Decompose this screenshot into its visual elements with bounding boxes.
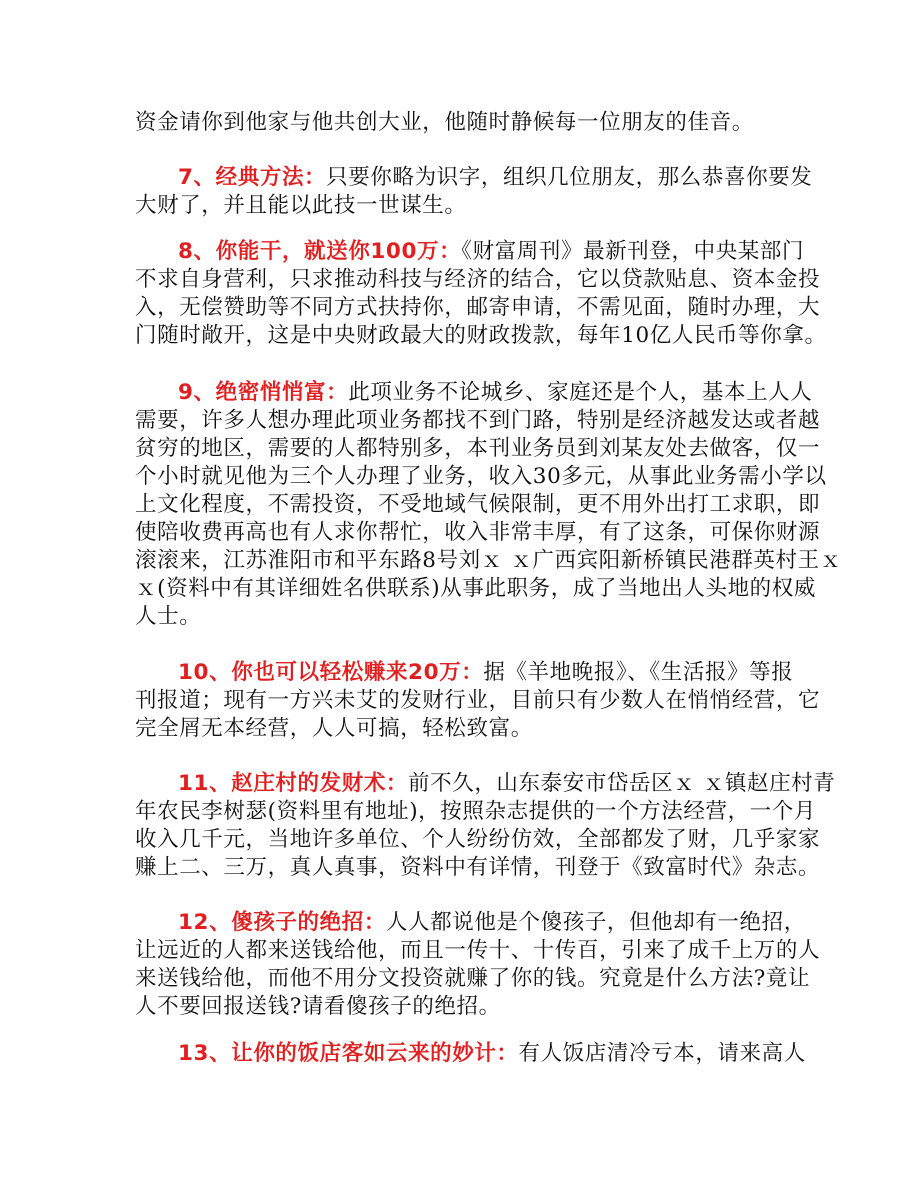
section-7-first-text: 只要你略为识字，组织几位朋友，那么恭喜你要发 xyxy=(326,165,813,190)
section-11-first-line xyxy=(178,770,838,798)
section-7-first-line xyxy=(178,164,838,192)
section-11-first-text: 前不久，山东泰安市岱岳区ｘ ｘ镇赵庄村青 xyxy=(408,771,836,796)
section-7-line: 大财了，并且能以此技一世谋生。 xyxy=(135,193,467,218)
section-10-first-text: 据《羊地晚报》、《生活报》等报 xyxy=(483,660,794,685)
section-8-first-text: 《财富周刊》最新刊登，中央某部门 xyxy=(461,239,805,264)
section-11-line: 赚上二、三万，真人真事，资料中有详情，刊登于《致富时代》杂志。 xyxy=(135,855,821,880)
section-8-line: 入，无偿赞助等不同方式扶持你，邮寄申请，不需见面，随时办理，大 xyxy=(135,295,821,320)
section-10-first-line xyxy=(178,659,838,687)
section-8-heading: 8、你能干，就送你100万： xyxy=(178,239,462,264)
section-12-heading: 12、傻孩子的绝招： xyxy=(178,910,386,935)
section-10-line: 完全屑无本经营，人人可搞，轻松致富。 xyxy=(135,716,533,741)
section-9-line: 滚滚来，江苏淮阳市和平东路8号刘ｘ ｘ广西宾阳新桥镇民港群英村王ｘ xyxy=(135,548,842,573)
section-9-first-line xyxy=(178,379,838,407)
section-12-line: 让远近的人都来送钱给他，而且一传十、十传百，引来了成千上万的人 xyxy=(135,938,821,963)
section-12-first-line xyxy=(178,909,838,937)
section-9-line: 人士。 xyxy=(135,604,202,629)
section-12-first-text: 人人都说他是个傻孩子，但他却有一绝招， xyxy=(385,910,806,935)
section-7-heading: 7、经典方法： xyxy=(178,165,327,190)
section-9-line: ｘ(资料中有其详细姓名供联系)从事此职务，成了当地出人头地的权威 xyxy=(135,576,816,601)
section-9-line: 上文化程度，不需投资，不受地域气候限制，更不用外出打工求职，即 xyxy=(135,492,821,517)
section-9-line: 需要，许多人想办理此项业务都找不到门路，特别是经济越发达或者越 xyxy=(135,408,821,433)
section-8-first-line xyxy=(178,238,838,266)
section-11-line: 年农民李树瑟(资料里有地址)，按照杂志提供的一个方法经营，一个月 xyxy=(135,799,816,824)
section-13-heading: 13、让你的饭店客如云来的妙计： xyxy=(178,1041,519,1066)
section-12-line: 来送钱给他，而他不用分文投资就赚了你的钱。究竟是什么方法?竟让 xyxy=(135,966,811,991)
section-10-heading: 10、你也可以轻松赚来20万： xyxy=(178,660,484,685)
section-11-heading: 11、赵庄村的发财术： xyxy=(178,771,409,796)
section-12-line: 人不要回报送钱?请看傻孩子的绝招。 xyxy=(135,994,501,1019)
section-9-line: 个小时就见他为三个人办理了业务，收入30多元，从事此业务需小学以 xyxy=(135,464,827,489)
section-11-line: 收入几千元，当地许多单位、个人纷纷仿效，全部都发了财，几乎家家 xyxy=(135,827,821,852)
intro-line: 资金请你到他家与他共创大业，他随时静候每一位朋友的佳音。 xyxy=(135,110,754,135)
section-9-line: 使陪收费再高也有人求你帮忙，收入非常丰厚，有了这条，可保你财源 xyxy=(135,520,821,545)
section-13-first-text: 有人饭店清冷亏本，请来高人 xyxy=(518,1041,806,1066)
section-13-first-line xyxy=(178,1040,838,1068)
section-9-line: 贫穷的地区，需要的人都特别多，本刊业务员到刘某友处去做客，仅一 xyxy=(135,436,821,461)
section-10-line: 刊报道；现有一方兴未艾的发财行业，目前只有少数人在悄悄经营，它 xyxy=(135,688,821,713)
section-9-heading: 9、绝密悄悄富： xyxy=(178,380,349,405)
section-9-first-text: 此项业务不论城乡、家庭还是个人，基本上人人 xyxy=(348,380,813,405)
section-8-line: 不求自身营利，只求推动科技与经济的结合，它以贷款贴息、资本金投 xyxy=(135,267,821,292)
section-8-line: 门随时敞开，这是中央财政最大的财政拨款，每年10亿人民币等你拿。 xyxy=(135,323,827,348)
